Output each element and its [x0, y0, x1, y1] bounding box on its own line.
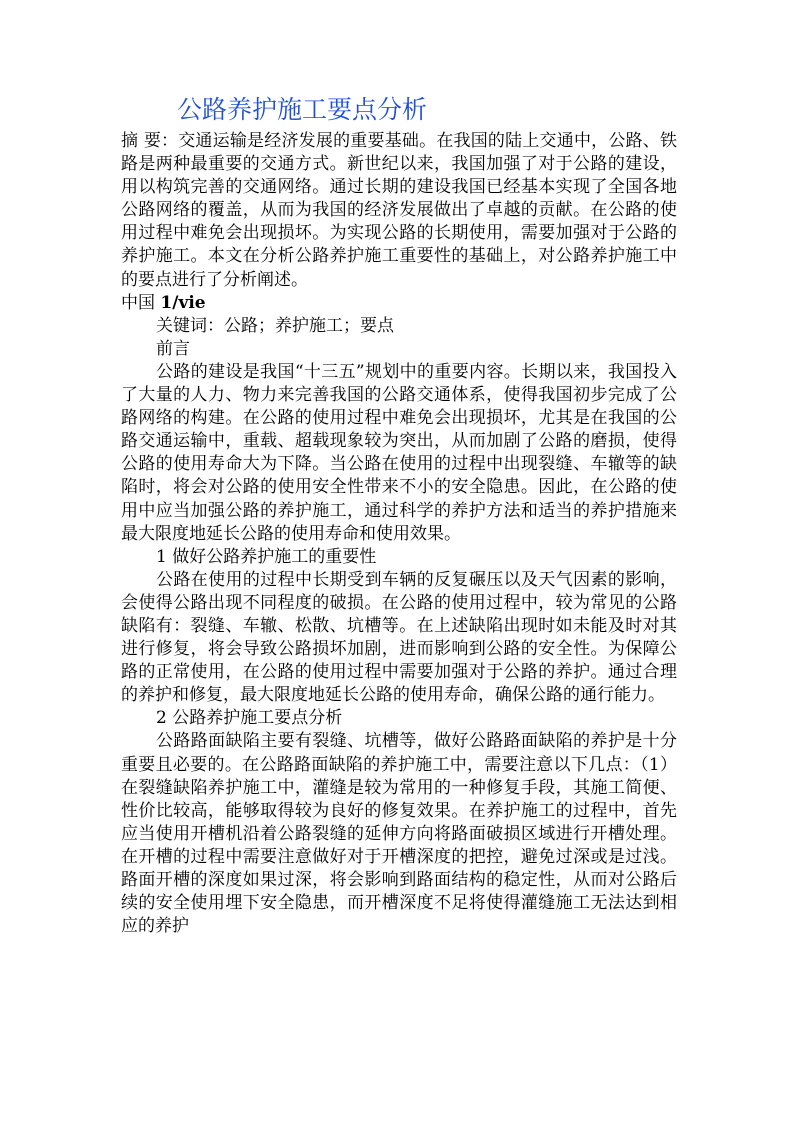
keywords-line: 关键词：公路；养护施工；要点: [156, 315, 394, 336]
classification-code: 1/vie: [160, 292, 206, 313]
section-2-paragraph: 公路路面缺陷主要有裂缝、坑槽等，做好公路路面缺陷的养护是十分重要且必要的。在公路路面缺陷的养护施工中，需要注意以下几点：（1）在裂缝缺陷养护施工中，灌缝是较为常用的一种修复手段，其施工简便、性价比较高，能够取得较为良好的修复效果。在养护施工的过程中，首先应当使用开槽机沿着公路裂缝的延伸方向将路面破损区域进行开槽处理。在开槽的过程中需要注意做好对于开槽深度的把控，避免过深或是过浅。路面开槽的深度如果过深，将会影响到路面结构的稳定性，从而对公路后续的安全使用埋下安全隐患，而开槽深度不足将使得灌缝施工无法达到相应的养护: [121, 731, 677, 937]
classification-prefix: 中国: [121, 292, 161, 313]
abstract-paragraph: 摘 要：交通运输是经济发展的重要基础。在我国的陆上交通中，公路、铁路是两种最重要的交通方式。新世纪以来，我国加强了对于公路的建设，用以构筑完善的交通网络。通过长期的建设我国已经基本实现了全国各地公路网络的覆盖，从而为我国的经济发展做出了卓越的贡献。在公路的使用过程中难免会出现损坏。为实现公路的长期使用，需要加强对于公路的养护施工。本文在分析公路养护施工重要性的基础上，对公路养护施工中的要点进行了分析阐述。: [121, 131, 677, 290]
document-title: 公路养护施工要点分析: [177, 95, 428, 124]
document-page: [121, 90, 677, 938]
classification-line: [121, 292, 677, 315]
preface-paragraph: 公路的建设是我国“十三五”规划中的重要内容。长期以来，我国投入了大量的人力、物力来完善我国的公路交通体系，使得我国初步完成了公路网络的构建。在公路的使用过程中难免会出现损坏，尤其是在我国的公路交通运输中，重载、超载现象较为突出，从而加剧了公路的磨损，使得公路的使用寿命大为下降。当公路在使用的过程中出现裂缝、车辙等的缺陷时，将会对公路的使用安全性带来不小的安全隐患。因此，在公路的使用中应当加强公路的养护施工，通过科学的养护方法和适当的养护措施来最大限度地延长公路的使用寿命和使用效果。: [121, 361, 677, 544]
section-2-heading: 2 公路养护施工要点分析: [156, 708, 343, 729]
section-1-paragraph: 公路在使用的过程中长期受到车辆的反复碾压以及天气因素的影响，会使得公路出现不同程度的破损。在公路的使用过程中，较为常见的公路缺陷有：裂缝、车辙、松散、坑槽等。在上述缺陷出现时如未能及时对其进行修复，将会导致公路损坏加剧，进而影响到公路的安全性。为保障公路的正常使用，在公路的使用过程中需要加强对于公路的养护。通过合理的养护和修复，最大限度地延长公路的使用寿命，确保公路的通行能力。: [121, 569, 677, 706]
section-1-heading: 1 做好公路养护施工的重要性: [156, 546, 377, 567]
preface-heading: 前言: [156, 338, 190, 359]
